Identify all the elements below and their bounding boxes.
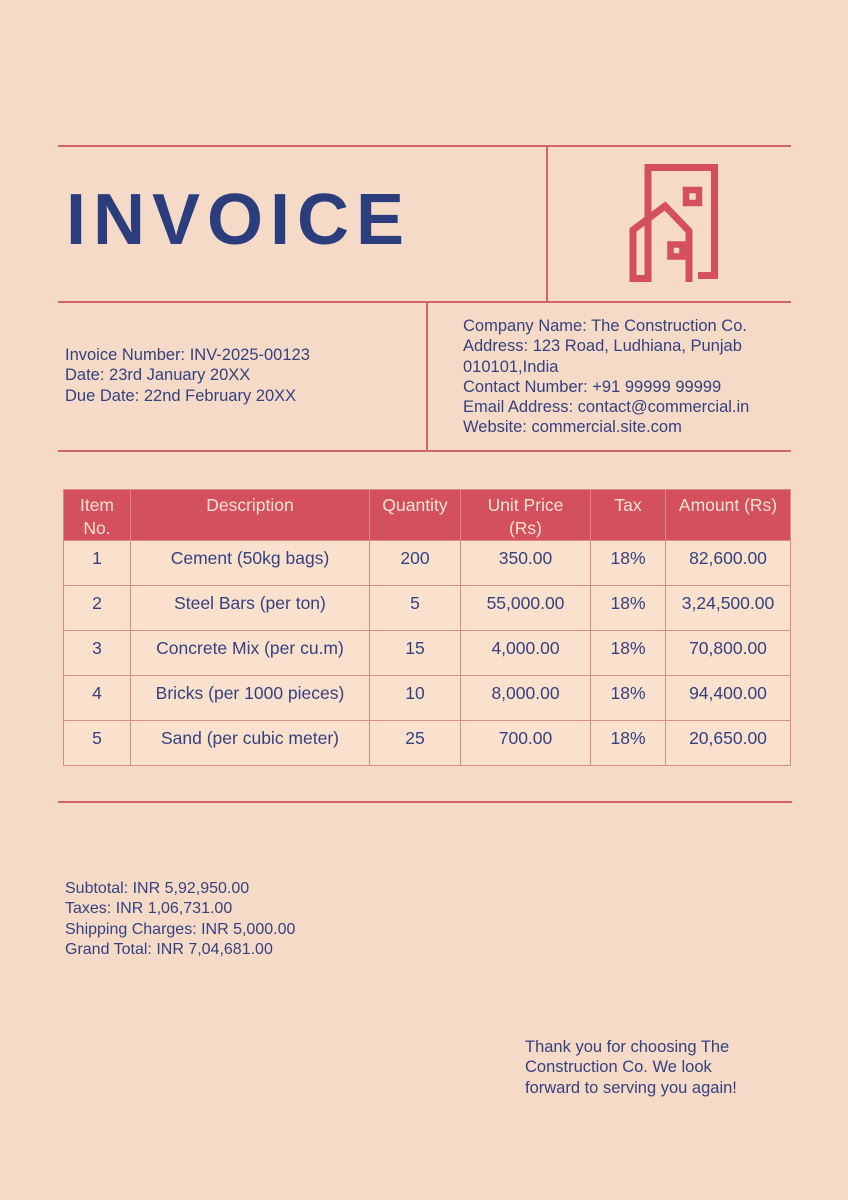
header-bottom-divider-line	[58, 301, 791, 303]
header-item-no: Item No.	[64, 490, 131, 541]
company-website: Website: commercial.site.com	[463, 418, 682, 437]
subtotal-line: Subtotal: INR 5,92,950.00	[65, 880, 250, 897]
cell-unit-price: 8,000.00	[461, 676, 591, 721]
page-title: INVOICE	[66, 180, 412, 260]
cell-unit-price: 700.00	[461, 721, 591, 766]
grand-total-line: Grand Total: INR 7,04,681.00	[65, 940, 273, 958]
cell-quantity: 15	[370, 631, 461, 676]
cell-quantity: 10	[370, 676, 461, 721]
totals-block	[65, 879, 295, 960]
header-tax: Tax	[591, 490, 666, 541]
header-description: Description	[131, 490, 370, 541]
cell-tax: 18%	[591, 586, 666, 631]
company-address: Address: 123 Road, Ludhiana, Punjab 010101,India	[463, 337, 742, 376]
cell-tax: 18%	[591, 676, 666, 721]
cell-description: Concrete Mix (per cu.m)	[131, 631, 370, 676]
cell-item-no: 2	[64, 586, 131, 631]
cell-item-no: 4	[64, 676, 131, 721]
table-bottom-divider-line	[58, 801, 792, 803]
table-row	[64, 721, 791, 766]
cell-item-no: 3	[64, 631, 131, 676]
company-name: Company Name: The Construction Co.	[463, 317, 747, 335]
cell-amount: 70,800.00	[666, 631, 791, 676]
cell-quantity: 5	[370, 586, 461, 631]
invoice-due-date: Due Date: 22nd February 20XX	[65, 386, 297, 405]
cell-tax: 18%	[591, 721, 666, 766]
table-row	[64, 586, 791, 631]
invoice-number: Invoice Number: INV-2025-00123	[65, 346, 310, 364]
invoice-meta-block	[65, 345, 310, 406]
cell-amount: 3,24,500.00	[666, 586, 791, 631]
cell-unit-price: 350.00	[461, 541, 591, 586]
table-row	[64, 676, 791, 721]
table-row	[64, 631, 791, 676]
building-house-icon	[628, 161, 720, 283]
shipping-charges-line: Shipping Charges: INR 5,000.00	[65, 920, 296, 938]
company-details-block	[463, 316, 779, 438]
meta-bottom-divider-line	[58, 450, 791, 452]
table-header-row	[64, 490, 791, 541]
cell-amount: 20,650.00	[666, 721, 791, 766]
cell-amount: 94,400.00	[666, 676, 791, 721]
header-vertical-divider	[546, 146, 548, 302]
top-divider-line	[58, 145, 791, 147]
cell-unit-price: 4,000.00	[461, 631, 591, 676]
cell-description: Cement (50kg bags)	[131, 541, 370, 586]
cell-description: Bricks (per 1000 pieces)	[131, 676, 370, 721]
header-unit-price: Unit Price (Rs)	[461, 490, 591, 541]
header-amount: Amount (Rs)	[666, 490, 791, 541]
cell-tax: 18%	[591, 631, 666, 676]
cell-quantity: 25	[370, 721, 461, 766]
cell-tax: 18%	[591, 541, 666, 586]
thank-you-note: Thank you for choosing The Construction Co. We look forward to serving you again!	[525, 1038, 737, 1097]
company-contact-number: Contact Number: +91 99999 99999	[463, 377, 722, 396]
cell-unit-price: 55,000.00	[461, 586, 591, 631]
meta-vertical-divider	[426, 302, 428, 451]
cell-description: Sand (per cubic meter)	[131, 721, 370, 766]
cell-item-no: 1	[64, 541, 131, 586]
cell-description: Steel Bars (per ton)	[131, 586, 370, 631]
cell-amount: 82,600.00	[666, 541, 791, 586]
company-email: Email Address: contact@commercial.in	[463, 398, 750, 417]
header-quantity: Quantity	[370, 490, 461, 541]
line-items-table	[63, 489, 791, 766]
cell-quantity: 200	[370, 541, 461, 586]
invoice-date: Date: 23rd January 20XX	[65, 366, 251, 385]
table-row	[64, 541, 791, 586]
taxes-line: Taxes: INR 1,06,731.00	[65, 900, 233, 918]
cell-item-no: 5	[64, 721, 131, 766]
